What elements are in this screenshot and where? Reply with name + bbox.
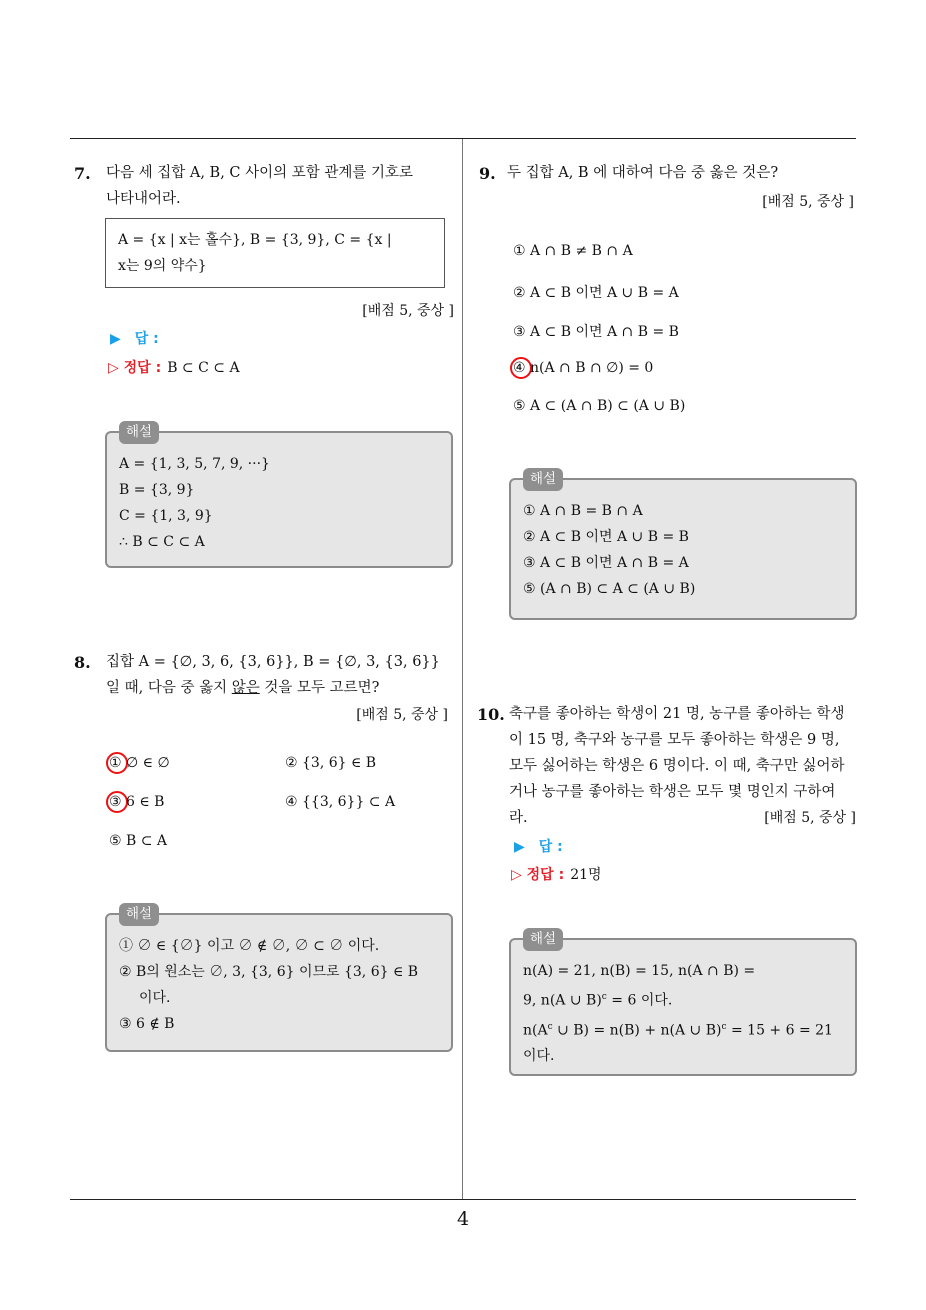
q7-correct-value: B ⊂ C ⊂ A [167,360,240,376]
q7-solution-tag: 해설 [119,421,159,444]
q8-text-line2 [106,675,440,701]
q8-meta: [배점 5, 중상 ] [356,707,448,723]
q10-solution-line3-b: ∪ B) = n(B) + n(A ∪ B) [552,1022,722,1039]
q7-meta: [배점 5, 중상 ] [362,303,454,319]
q9-solution-line: ⑤ (A ∩ B) ⊂ A ⊂ (A ∪ B) [523,581,696,597]
q8-solution-tag: 해설 [119,903,159,926]
q7-text-line1: 다음 세 집합 A, B, C 사이의 포함 관계를 기호로 [106,165,414,181]
q9-text: 두 집합 A, B 에 대하여 다음 중 옳은 것은? [507,165,779,181]
q10-number: 10. [477,705,505,724]
column-divider [462,139,463,1199]
q10-text-line: 축구를 좋아하는 학생이 21 명, 농구를 좋아하는 학생 [509,706,845,722]
q10-answer-label [514,836,563,856]
q8-solution-box [105,906,453,1052]
q8-option-1[interactable]: ① ∅ ∈ ∅ [109,755,170,771]
q9-option-4[interactable]: ④ n(A ∩ B ∩ ∅) = 0 [513,360,654,376]
q9-number: 9. [479,164,496,183]
complement-superscript: c [601,992,607,1002]
q7-given-line1: A = {x | x는 홀수}, B = {3, 9}, C = {x | [118,232,392,248]
q10-meta: [배점 5, 중상 ] [764,810,856,826]
q8-option-2[interactable]: ② {3, 6} ∈ B [285,755,377,771]
q10-answer-text: 답 : [538,839,563,855]
triangle-outline-icon: ▷ [108,360,119,376]
q8-text [106,649,440,701]
q10-solution-line: 이다. [523,1048,555,1065]
q8-option-4[interactable]: ④ {{3, 6}} ⊂ A [285,794,396,810]
q7-correct-label-text: 정답 : [123,360,162,376]
q10-correct [511,864,602,884]
complement-superscript: c [547,1021,553,1032]
q8-solution-line: 이다. [139,990,171,1006]
q10-solution-line [523,984,843,1014]
triangle-outline-icon: ▷ [511,867,522,883]
q8-solution-line: ② B의 원소는 ∅, 3, {3, 6} 이므로 {3, 6} ∈ B [119,964,419,980]
play-icon: ▶ [110,331,121,347]
q10-solution-box [509,931,857,1076]
q9-solution-line: ③ A ⊂ B 이면 A ∩ B = A [523,555,689,571]
page-number: 4 [456,1208,470,1230]
q7-correct-label [108,360,161,376]
q7-answer-text: 답 : [134,331,159,347]
q8-text-line2-pre: 일 때, 다음 중 옳지 [106,680,232,696]
q9-option-5[interactable]: ⑤ A ⊂ (A ∩ B) ⊂ (A ∪ B) [513,398,686,414]
q8-option-5[interactable]: ⑤ B ⊂ A [109,833,168,849]
bottom-rule [70,1199,856,1200]
q8-solution-line: ③ 6 ∉ B [119,1016,175,1032]
q10-solution-line [523,1014,843,1044]
q8-text-underlined: 않은 [231,680,260,696]
q7-solution-line: ∴ B ⊂ C ⊂ A [119,534,205,550]
q8-text-line1: 집합 A = {∅, 3, 6, {3, 6}}, B = {∅, 3, {3, 6}} [106,654,440,670]
q7-answer-label [110,328,159,348]
q9-meta: [배점 5, 중상 ] [762,194,854,210]
q7-solution-line: C = {1, 3, 9} [119,508,213,524]
q10-correct-value: 21명 [570,867,602,883]
q9-option-2[interactable]: ② A ⊂ B 이면 A ∪ B = A [513,285,679,301]
q10-correct-label-text: 정답 : [526,867,565,883]
q10-solution-line2-post: = 6 이다. [606,992,673,1009]
q8-number: 8. [74,653,91,672]
q10-solution-line2-pre: 9, n(A ∪ B) [523,992,602,1009]
q10-text-line: 라. [509,810,528,826]
q10-solution-line3-c: = 15 + 6 = 21 [726,1022,833,1039]
q7-text [106,160,413,212]
q7-given-box [105,218,445,288]
q10-solution-line: n(A) = 21, n(B) = 15, n(A ∩ B) = [523,963,756,979]
q9-solution-line: ① A ∩ B = B ∩ A [523,503,643,519]
complement-superscript: c [721,1021,727,1032]
q9-solution-box [509,471,857,620]
q10-text-line: 모두 싫어하는 학생은 6 명이다. 이 때, 축구만 싫어하 [509,758,845,774]
q10-solution-line3-a: n(A [523,1022,548,1039]
q7-text-line2: 나타내어라. [106,191,181,207]
q7-number: 7. [74,164,91,183]
q9-solution-line: ② A ⊂ B 이면 A ∪ B = B [523,529,689,545]
q7-solution-line: B = {3, 9} [119,482,195,498]
q7-solution-line: A = {1, 3, 5, 7, 9, ···} [119,456,270,472]
q7-solution-box [105,424,453,568]
q10-text-line: 거나 농구를 좋아하는 학생은 모두 몇 명인지 구하여 [509,784,836,800]
q9-solution-tag: 해설 [523,468,563,491]
q9-option-3[interactable]: ③ A ⊂ B 이면 A ∩ B = B [513,324,679,340]
q10-solution-tag: 해설 [523,928,563,951]
q9-option-1[interactable]: ① A ∩ B ≠ B ∩ A [513,243,633,259]
q8-text-line2-post: 것을 모두 고르면? [259,680,380,696]
q8-option-3[interactable]: ③ 6 ∈ B [109,794,165,810]
q10-correct-label [511,867,564,883]
play-icon: ▶ [514,839,525,855]
top-rule [70,138,856,139]
q7-given-line2: x는 9의 약수} [118,258,207,274]
q7-correct [108,357,240,377]
q8-solution-line: ① ∅ ∈ {∅} 이고 ∅ ∉ ∅, ∅ ⊂ ∅ 이다. [119,938,380,954]
q10-text-line: 이 15 명, 축구와 농구를 모두 좋아하는 학생은 9 명, [509,732,840,748]
